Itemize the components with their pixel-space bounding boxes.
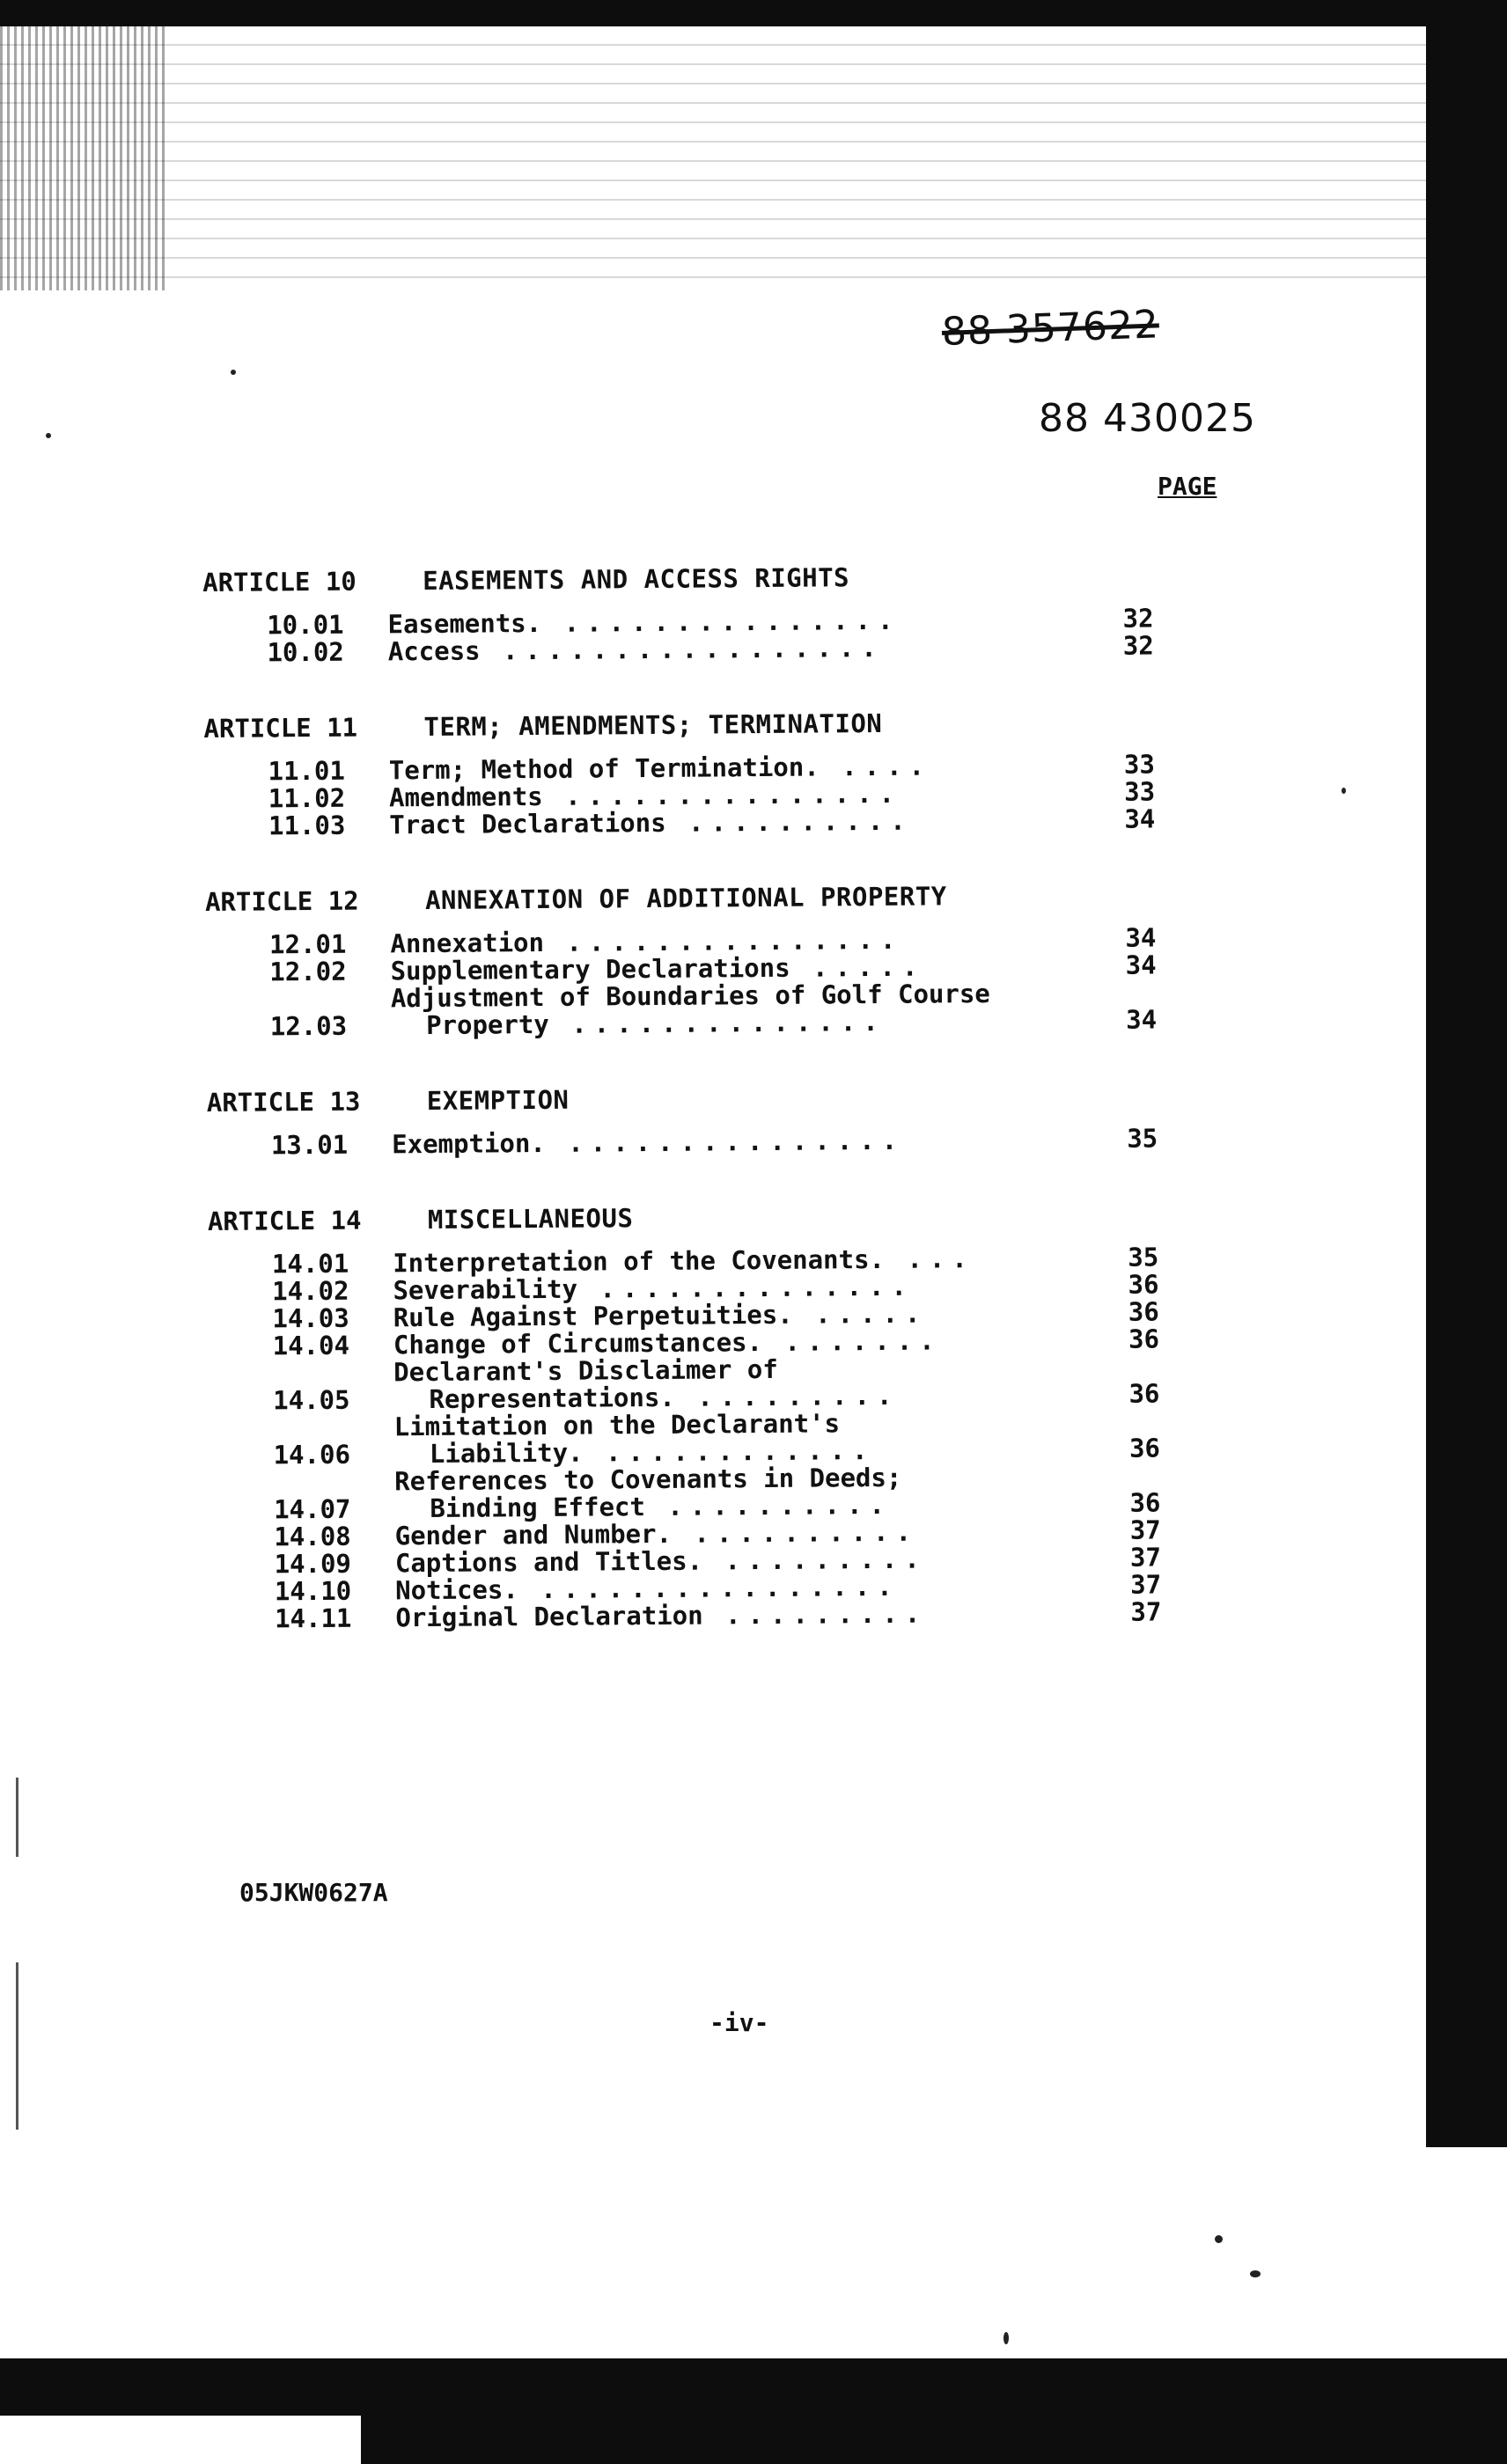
- page-reference: 34: [1125, 922, 1157, 953]
- page-reference: 33: [1124, 776, 1156, 807]
- article-section: [207, 1075, 1246, 1160]
- page-reference: 37: [1129, 1514, 1161, 1545]
- leader-dots: ................: [518, 1571, 900, 1605]
- scan-noise-left: [0, 26, 167, 290]
- page-reference: 36: [1128, 1296, 1159, 1327]
- section-text: Easements.: [387, 607, 542, 640]
- section-text: Interpretation of the Covenants.: [393, 1243, 886, 1279]
- leader-dots: ..........: [671, 1516, 919, 1549]
- ink-speck: [231, 370, 236, 375]
- scan-border-top: [0, 0, 1507, 26]
- section-number: 14.07: [274, 1493, 351, 1525]
- article-heading: [207, 1075, 1246, 1122]
- section-text: Supplementary Declarations: [390, 952, 790, 986]
- page-reference: 34: [1126, 1004, 1158, 1035]
- section-text: Tract Declarations: [389, 807, 666, 840]
- section-number: 14.05: [273, 1384, 350, 1416]
- section-number: 14.04: [272, 1330, 350, 1361]
- article-label: ARTICLE 12: [204, 885, 359, 917]
- leader-dots: ..............: [548, 1006, 886, 1039]
- ink-speck: [46, 433, 51, 438]
- page-column-header: PAGE: [1158, 472, 1217, 501]
- section-title: [395, 1600, 1047, 1632]
- leader-dots: ...: [884, 1243, 974, 1274]
- page-reference: 35: [1127, 1123, 1158, 1154]
- section-number: 11.01: [268, 755, 345, 787]
- page-reference: 32: [1122, 603, 1154, 634]
- leader-dots: ....: [819, 751, 932, 782]
- article-section: [202, 555, 1242, 667]
- leader-dots: ..........: [665, 805, 913, 838]
- article-heading: [202, 555, 1241, 602]
- section-title: [388, 634, 1040, 666]
- article-section: [208, 1194, 1250, 1633]
- section-number: 14.03: [272, 1302, 349, 1334]
- article-label: ARTICLE 11: [203, 712, 358, 744]
- leader-dots: .....: [790, 951, 925, 983]
- section-text: Change of Circumstances.: [393, 1327, 763, 1360]
- scan-bottom-patch: [0, 2416, 361, 2464]
- section-number: 14.02: [272, 1275, 349, 1307]
- article-heading: [203, 701, 1242, 748]
- page-reference: 35: [1128, 1242, 1159, 1272]
- ink-speck: [1215, 2235, 1223, 2243]
- article-section: [203, 701, 1243, 840]
- page-reference: 36: [1129, 1487, 1161, 1518]
- section-title: [389, 807, 1040, 840]
- section-text: Annexation: [390, 927, 545, 959]
- scan-noise-strip: [0, 26, 1435, 290]
- section-number: 11.03: [268, 810, 346, 841]
- leader-dots: ............: [583, 1435, 875, 1468]
- section-text: Access: [387, 635, 481, 667]
- section-number: 14.01: [271, 1248, 349, 1280]
- toc-entry: [209, 1353, 1247, 1415]
- section-text-continued: Property: [425, 1008, 549, 1041]
- section-text: Captions and Titles.: [394, 1545, 703, 1579]
- section-title: [394, 1463, 1046, 1523]
- scan-border-right: [1426, 0, 1507, 2147]
- table-of-contents: [202, 555, 1250, 1676]
- section-number: 14.09: [274, 1548, 352, 1580]
- leader-dots: .........: [702, 1544, 927, 1576]
- section-text: Severability: [393, 1273, 578, 1306]
- leader-dots: .................: [480, 632, 884, 666]
- page-reference: 36: [1128, 1433, 1161, 1463]
- leader-dots: ..............: [577, 1271, 915, 1304]
- article-title: TERM; AMENDMENTS; TERMINATION: [423, 708, 883, 743]
- article-title: MISCELLANEOUS: [427, 1203, 634, 1236]
- article-label: ARTICLE 14: [207, 1205, 362, 1236]
- section-number: 14.10: [274, 1575, 352, 1607]
- page-reference: 37: [1130, 1569, 1162, 1600]
- section-number: 12.02: [269, 956, 347, 987]
- section-text: Exemption.: [392, 1127, 546, 1160]
- article-label: ARTICLE 10: [202, 566, 357, 598]
- section-title: [394, 1409, 1046, 1469]
- leader-dots: .......: [761, 1325, 942, 1358]
- page-reference: 36: [1128, 1378, 1160, 1409]
- page-reference: 33: [1123, 749, 1155, 780]
- ink-speck: [1250, 2270, 1261, 2277]
- page-reference: 37: [1130, 1596, 1162, 1627]
- page-reference: 32: [1122, 630, 1154, 661]
- section-number: 10.02: [267, 636, 344, 668]
- section-number: 11.02: [268, 782, 346, 814]
- toc-entry: [210, 1462, 1248, 1524]
- article-title: EXEMPTION: [426, 1084, 570, 1117]
- section-text: Amendments: [388, 781, 543, 813]
- section-text: Gender and Number.: [394, 1518, 673, 1551]
- ink-speck: [1342, 788, 1346, 794]
- section-number: 14.08: [274, 1521, 351, 1552]
- page-reference: 36: [1128, 1324, 1160, 1354]
- toc-entry: [210, 1407, 1248, 1470]
- leader-dots: .........: [702, 1598, 928, 1631]
- scan-mark: [16, 1778, 18, 1857]
- section-text-continued: Liability.: [429, 1437, 584, 1470]
- section-number: 10.01: [267, 609, 344, 641]
- article-title: ANNEXATION OF ADDITIONAL PROPERTY: [424, 881, 947, 916]
- page-reference: 37: [1129, 1542, 1162, 1573]
- leader-dots: ..........: [644, 1489, 893, 1522]
- page-number: -iv-: [709, 2008, 769, 2037]
- leader-dots: ...............: [543, 924, 903, 957]
- section-title: [393, 1354, 1045, 1414]
- leader-dots: ...............: [541, 605, 901, 638]
- article-heading: [205, 875, 1244, 921]
- leader-dots: ...............: [542, 778, 902, 811]
- ink-speck: [1003, 2332, 1009, 2344]
- page-reference: 34: [1124, 803, 1156, 834]
- footer-document-code: 05JKW0627A: [239, 1878, 388, 1907]
- article-label: ARTICLE 13: [206, 1086, 361, 1118]
- section-text: Declarant's Disclaimer of: [393, 1353, 778, 1388]
- section-text-continued: Binding Effect: [430, 1492, 646, 1524]
- section-number: 12.03: [269, 1010, 348, 1042]
- scan-mark: [16, 1962, 18, 2130]
- scan-border-right-gap: [1356, 2147, 1507, 2358]
- section-text: Adjustment of Boundaries of Golf Course: [390, 978, 990, 1014]
- page-reference: 36: [1128, 1269, 1159, 1300]
- section-number: 12.01: [268, 928, 347, 960]
- section-text: Term; Method of Termination.: [388, 752, 820, 786]
- section-number: 13.01: [270, 1129, 349, 1161]
- article-heading: [208, 1194, 1246, 1241]
- section-text: Original Declaration: [395, 1600, 703, 1633]
- article-section: [205, 875, 1245, 1041]
- toc-entry: [206, 979, 1245, 1041]
- article-title: EASEMENTS AND ACCESS RIGHTS: [423, 562, 850, 597]
- leader-dots: .....: [792, 1298, 928, 1330]
- document-number: 88 430025: [1039, 396, 1256, 441]
- section-text-continued: Representations.: [429, 1382, 675, 1415]
- section-text: Notices.: [395, 1574, 518, 1606]
- section-text: References to Covenants in Deeds;: [394, 1462, 902, 1497]
- toc-entry: [207, 1125, 1246, 1160]
- leader-dots: ...............: [545, 1125, 905, 1158]
- section-text: Limitation on the Declarant's: [393, 1408, 841, 1442]
- section-text: Rule Against Perpetuities.: [393, 1299, 793, 1333]
- section-title: [391, 980, 1042, 1040]
- page-reference: 34: [1125, 950, 1157, 980]
- section-number: 14.06: [273, 1439, 351, 1470]
- section-title: [392, 1126, 1043, 1159]
- leader-dots: .........: [674, 1380, 900, 1412]
- struck-document-number: 88 357622: [941, 302, 1160, 355]
- section-number: 14.11: [274, 1602, 352, 1634]
